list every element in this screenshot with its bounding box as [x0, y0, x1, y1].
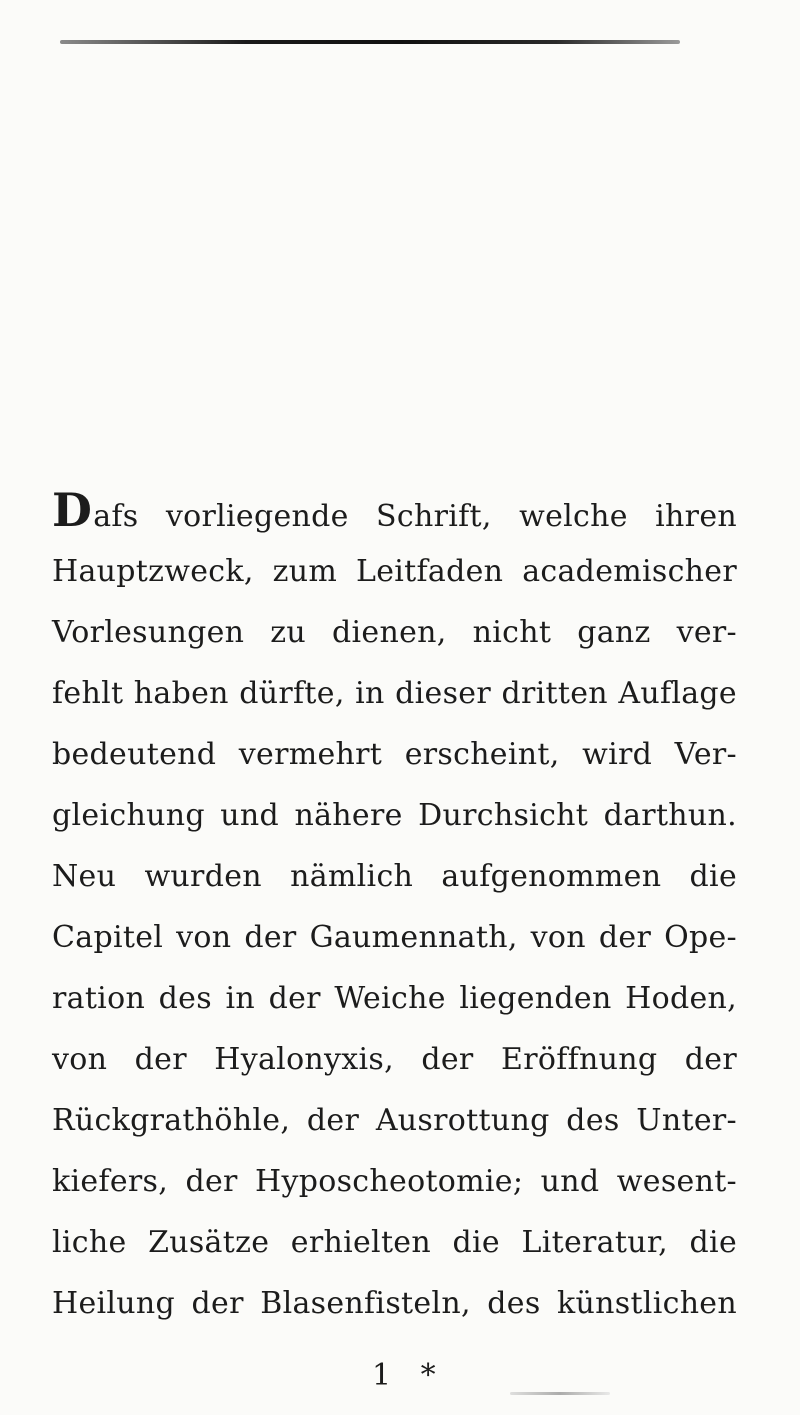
text-line: Capitel von der Gaumennath, von der Ope- [52, 920, 737, 955]
first-line-text: afs vorliegende Schrift, welche ihren [93, 499, 737, 534]
ink-smudge [510, 1392, 610, 1395]
body-text [52, 480, 737, 1334]
text-line: ration des in der Weiche liegenden Hoden, [52, 981, 737, 1016]
text-line: kiefers, der Hyposcheotomie; und wesent- [52, 1164, 737, 1199]
text-line: Hauptzweck, zum Leitfaden academischer [52, 554, 737, 589]
text-line: fehlt haben dürfte, in dieser dritten Auflage [52, 676, 737, 711]
text-line: liche Zusätze erhielten die Literatur, die [52, 1225, 737, 1260]
top-rule [60, 40, 680, 44]
text-line: Heilung der Blasenfisteln, des künstlichen [52, 1286, 737, 1321]
text-line: von der Hyalonyxis, der Eröffnung der [52, 1042, 737, 1077]
signature-mark: 1 * [372, 1358, 446, 1393]
text-line: bedeutend vermehrt erscheint, wird Ver- [52, 737, 737, 772]
text-line: Rückgrathöhle, der Ausrottung des Unter- [52, 1103, 737, 1138]
text-line: gleichung und nähere Durchsicht darthun. [52, 798, 737, 833]
text-line: Neu wurden nämlich aufgenommen die [52, 859, 737, 894]
text-line [52, 480, 737, 541]
drop-cap: D [52, 483, 93, 537]
text-line: Vorlesungen zu dienen, nicht ganz ver- [52, 615, 737, 650]
